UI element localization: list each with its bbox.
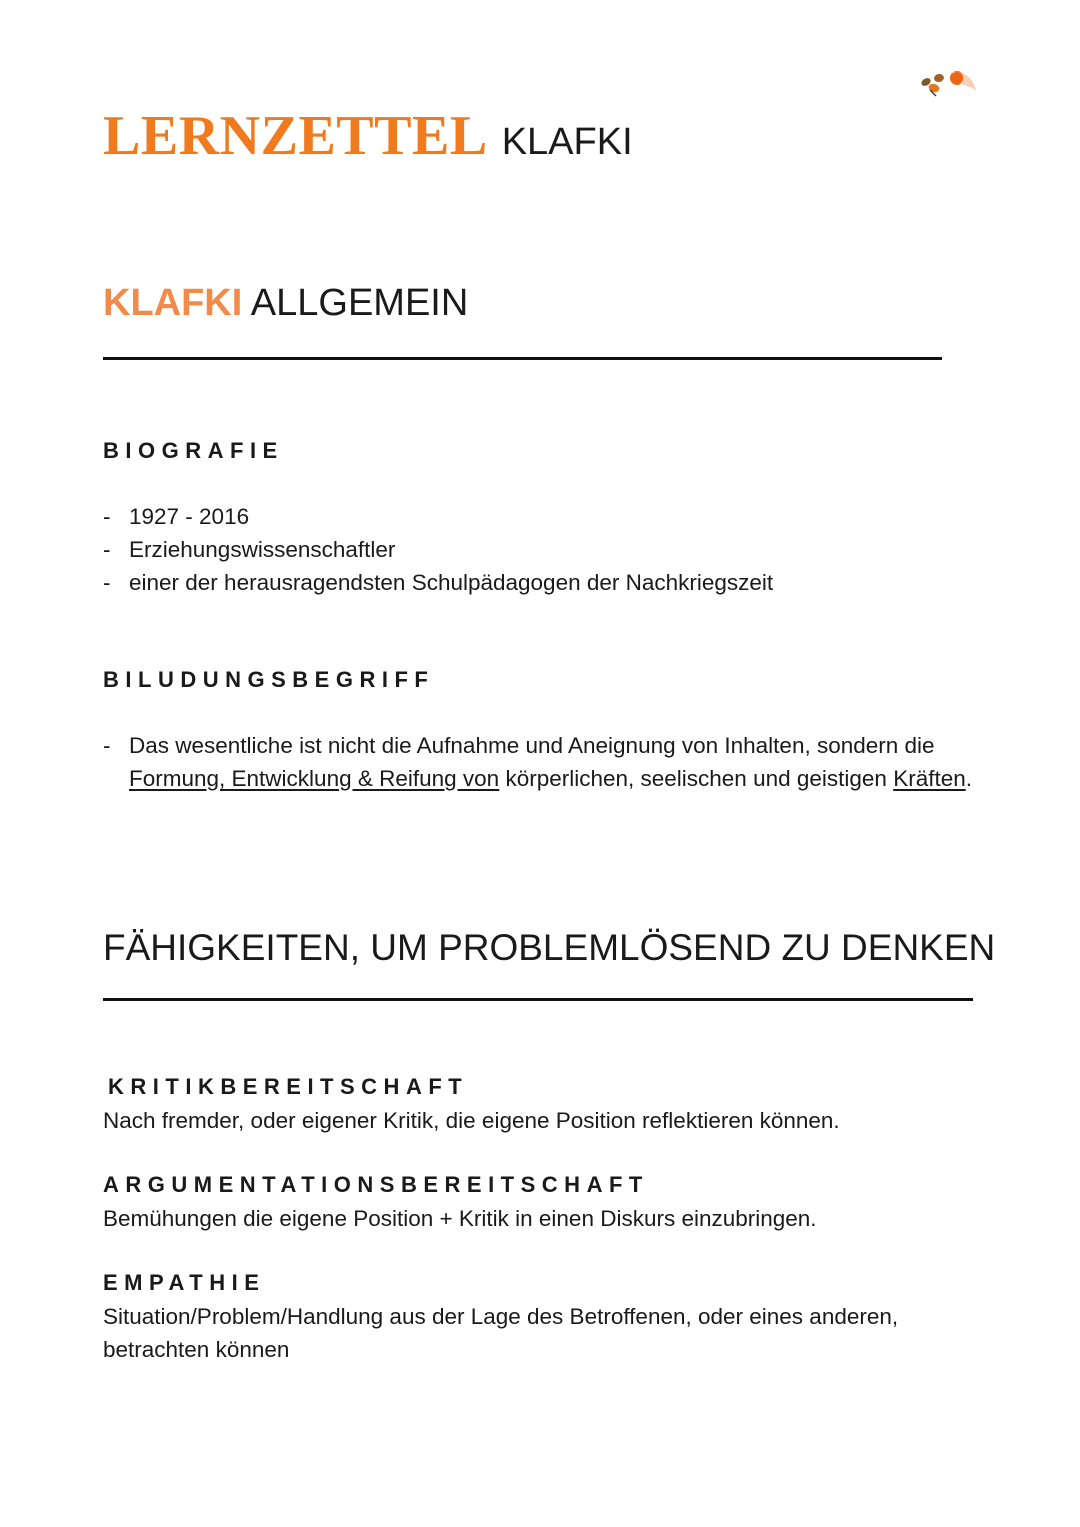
list-item: - Das wesentliche ist nicht die Aufnahme und Aneignung von Inhalten, sondern die Formung, Entwicklung & Reifung von körperlichen, seelischen und geistigen Kräften. xyxy=(103,733,972,791)
section-divider xyxy=(103,998,973,1001)
subheading-empathie: EMPATHIE xyxy=(103,1270,266,1295)
subheading-kritikbereitschaft: KRITIKBEREITSCHAFT xyxy=(108,1074,469,1099)
section-heading-accent: KLAFKI xyxy=(103,282,243,324)
bildungsbegriff-text-1: Das wesentliche ist nicht die Aufnahme und Aneignung von Inhalten, sondern die xyxy=(129,733,935,758)
list-item-text: 1927 - 2016 xyxy=(129,504,250,529)
list-item-text: Erziehungswissenschaftler xyxy=(129,537,396,562)
subheading-biografie: BIOGRAFIE xyxy=(103,438,284,463)
bildungsbegriff-text-2: körperlichen, seelischen und geistigen xyxy=(499,766,894,791)
bildungsbegriff-text-3: . xyxy=(965,766,972,791)
skill-description: Nach fremder, oder eigener Kritik, die eigene Position reflektieren können. xyxy=(103,1108,840,1133)
section-heading-faehigkeiten: FÄHIGKEITEN, UM PROBLEMLÖSEND ZU DENKEN xyxy=(103,927,996,968)
section-divider xyxy=(103,357,942,360)
skill-description: Situation/Problem/Handlung aus der Lage des Betroffenen, oder eines anderen, betrachten können xyxy=(103,1304,899,1362)
biografie-list xyxy=(103,500,983,599)
autumn-leaves-icon xyxy=(912,62,982,106)
subheading-bildungsbegriff: BILUDUNGSBEGRIFF xyxy=(103,667,435,692)
list-item: - einer der herausragendsten Schulpädagogen der Nachkriegszeit xyxy=(103,570,774,595)
section-heading-rest: ALLGEMEIN xyxy=(250,282,469,324)
skill-description: Bemühungen die eigene Position + Kritik in einen Diskurs einzubringen. xyxy=(103,1206,817,1231)
list-item-text: einer der herausragendsten Schulpädagogen der Nachkriegszeit xyxy=(129,570,774,595)
list-item: - Erziehungswissenschaftler xyxy=(103,537,396,562)
page-title-rest: KLAFKI xyxy=(501,121,633,163)
list-item: - 1927 - 2016 xyxy=(103,504,250,529)
bildungsbegriff-underlined-2: Kräften xyxy=(893,766,966,791)
page-title xyxy=(103,105,633,167)
bildungsbegriff-underlined-1: Formung, Entwicklung & Reifung von xyxy=(129,766,500,791)
subheading-argumentationsbereitschaft: ARGUMENTATIONSBEREITSCHAFT xyxy=(103,1172,649,1197)
bildungsbegriff-list xyxy=(103,729,983,795)
page-title-accent: LERNZETTEL xyxy=(103,105,488,167)
section-heading-klafki-allgemein xyxy=(103,284,468,322)
